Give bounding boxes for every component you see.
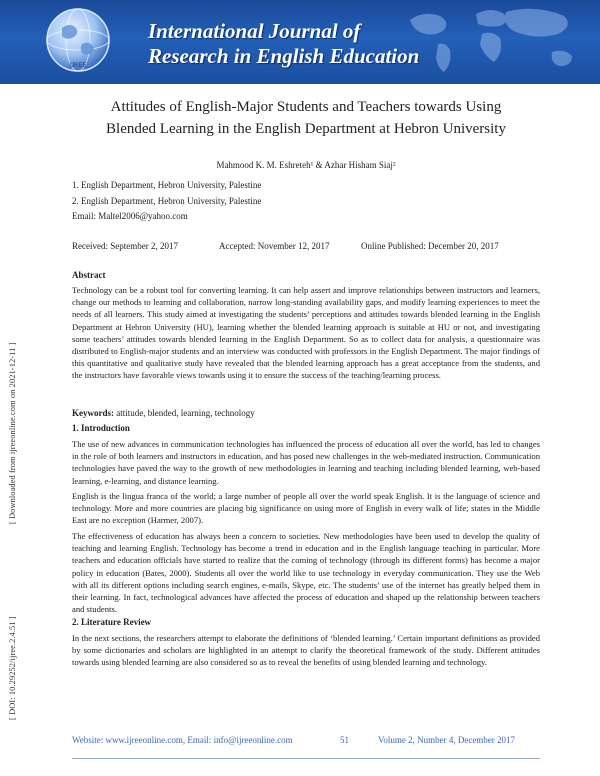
- article-title-line1: Attitudes of English-Major Students and Teachers towards Using: [110, 99, 502, 115]
- footer-divider: [72, 758, 540, 759]
- author-email[interactable]: Email: Maltel2006@yahoo.com: [72, 211, 188, 221]
- literature-paragraph-1: In the next sections, the researchers attempt to elaborate the definitions of ‘blended learning.’ Certain important definitions as provided by some dictionaries and scholars are highlighted in an attempt to clarify the theoretical framework of the study. Different attitudes towards using blended learning are also considered so as to reveal the benefits of using blended learning and technology.: [72, 633, 540, 668]
- received-date: Received: September 2, 2017: [72, 241, 178, 251]
- authors: Mahmood K. M. Eshreteh¹ & Azhar Hisham Siaj²: [216, 160, 396, 170]
- section-2-heading: 2. Literature Review: [72, 617, 152, 627]
- affiliation-2: 2. English Department, Hebron University, Palestine: [72, 196, 262, 206]
- keywords: [72, 408, 255, 418]
- download-note: [ Downloaded from ijreeonline.com on 2021-12-11 ]: [8, 342, 17, 525]
- page-number: 51: [340, 735, 349, 745]
- abstract-text: Technology can be a robust tool for converting learning. It can help assert and improve relationships between instructors and learners, change our methods to learning and collaboration, narrow long-standing availability gaps, and modify learning experiences to meet the needs of all learners. This study aimed at investigating the students’ perceptions and attitudes towards blended learning in the English Department at Hebron University (HU), learning whether the blended learning approach is suitable at HU or not, and investigating some teachers’ attitudes towards blended learning in the English Department. So as to collect data for analysis, a questionnaire was distributed to English-major students and an interview was conducted with professors in the English Department. The major findings of this quantitative and qualitative study have revealed that the blended learning approach has a great acceptance from the students, and the instructors have favorable views towards using it to ensure the success of the teaching/learning process.: [72, 285, 540, 381]
- world-map-graphic: [390, 0, 600, 84]
- accepted-date: Accepted: November 12, 2017: [219, 241, 330, 251]
- journal-title-line1: International Journal of: [148, 19, 361, 43]
- journal-globe-logo: [44, 6, 112, 74]
- article-title-line2: Blended Learning in the English Department at Hebron University: [106, 121, 506, 137]
- affiliation-1: 1. English Department, Hebron University, Palestine: [72, 180, 262, 190]
- section-1-heading: 1. Introduction: [72, 423, 130, 433]
- intro-paragraph-2: English is the lingua franca of the world; a large number of people all over the world speak English. It is the language of science and technology. More and more countries are placing big significance on using more of English in every walk of life; states in the Middle East are no exception (Harmer, 2007).: [72, 491, 540, 526]
- journal-title-line2: Research in English Education: [148, 44, 420, 68]
- side-note: [8, 252, 17, 720]
- intro-paragraph-3: The effectiveness of education has always been a concern to societies. New methodologies have been used to develop the quality of teaching and learning English. Technology has become a trend in education and in the English language teaching in particular. More teachers and education officials have started to realize that the coming of technology (through its different forms) has become a major policy in education (Bates, 2000). Students all over the world like to use technology in everyday communication. They use the Web with all its different options including search engines, e-mails, Skype, etc. The students’ use of the internet has greatly helped them in their learning. In fact, technological advances have affected the process of education and shaped up the relationship between teachers and students.: [72, 531, 540, 615]
- doi-note: [ DOI: 10.29252/ijree.2.4.51 ]: [8, 616, 17, 720]
- keywords-text: attitude, blended, learning, technology: [114, 408, 255, 418]
- article-title: [72, 96, 540, 140]
- svg-text:IJREE: IJREE: [69, 63, 87, 69]
- footer-volume: Volume 2, Number 4, December 2017: [378, 735, 516, 745]
- journal-banner: [0, 0, 600, 84]
- footer-website[interactable]: Website: www.ijreeonline.com, Email: info@ijreeonline.com: [72, 735, 293, 745]
- intro-paragraph-1: The use of new advances in communication technologies has influenced the process of education all over the world, has led to changes in the role of both learners and instructors in education, and has posed new challenges in the web-mediated instruction. Communication technologies have paved the way to the growth of new methodologies in learning and teaching including blended learning, web-based learning, e-learning, and distance learning.: [72, 439, 540, 486]
- abstract-heading: Abstract: [72, 270, 106, 280]
- published-date: Online Published: December 20, 2017: [361, 241, 499, 251]
- keywords-label: Keywords:: [72, 408, 114, 418]
